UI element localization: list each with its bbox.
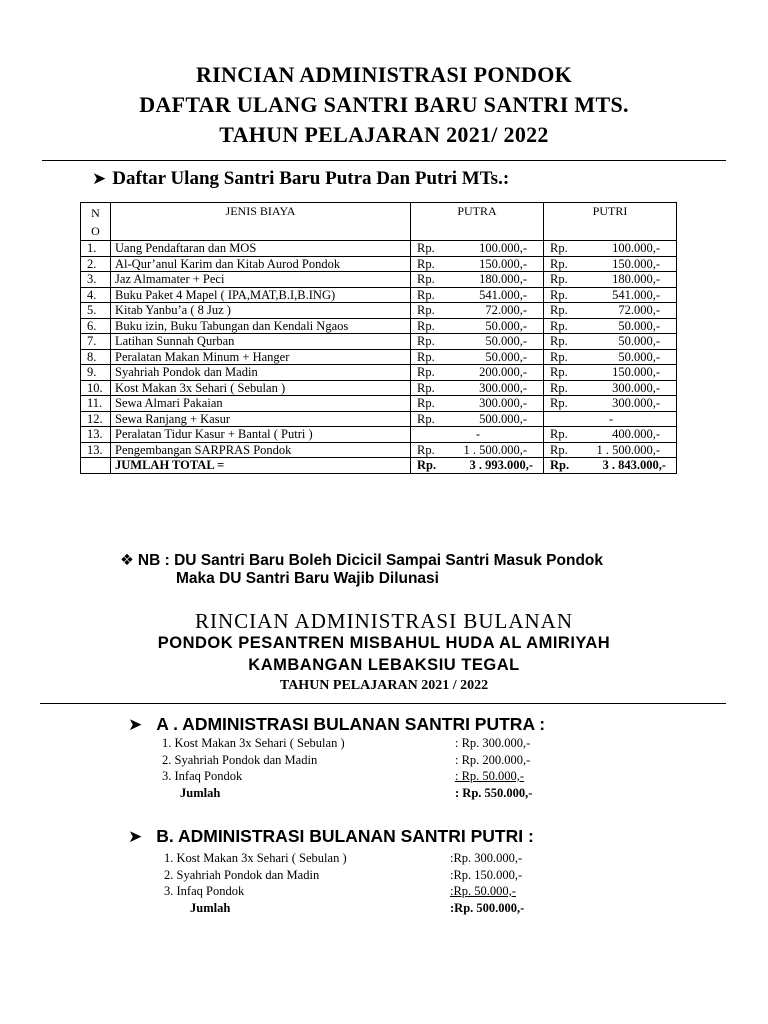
table-row <box>81 365 677 381</box>
fee-table <box>80 202 677 474</box>
currency-label: Rp. <box>550 303 568 317</box>
divider-top <box>42 160 726 161</box>
amount-value: 50.000,- <box>485 318 527 333</box>
diamond-bullet-icon: ❖ <box>120 551 134 569</box>
row-number: 10. <box>81 380 111 396</box>
row-jenis-biaya: Sewa Ranjang + Kasur <box>111 411 411 427</box>
putra-amount <box>411 365 544 381</box>
total-putra-amount <box>411 458 544 474</box>
currency-label: Rp. <box>550 349 568 364</box>
table-row <box>81 287 677 303</box>
sum-row: Jumlah : Rp. 550.000,- <box>180 785 533 800</box>
amount-value: 1 . 500.000,- <box>596 442 660 457</box>
amount-value: 1 . 500.000,- <box>463 442 527 457</box>
currency-label: Rp. <box>550 396 568 410</box>
pesantren-name: PONDOK PESANTREN MISBAHUL HUDA AL AMIRIYAH <box>157 634 611 652</box>
row-number: 13. <box>81 442 111 458</box>
row-jenis-biaya: Kitab Yanbu’a ( 8 Juz ) <box>111 303 411 319</box>
currency-label: Rp. <box>417 287 435 302</box>
amount-value: 50.000,- <box>618 318 660 333</box>
amount-value: 150.000,- <box>479 256 527 271</box>
putri-amount: - <box>544 411 677 427</box>
row-jenis-biaya: Uang Pendaftaran dan MOS <box>111 241 411 257</box>
table-row <box>81 334 677 350</box>
section-b-title: B. ADMINISTRASI BULANAN SANTRI PUTRI : <box>156 826 534 846</box>
putri-amount <box>544 380 677 396</box>
currency-label: Rp. <box>417 318 435 333</box>
table-row <box>81 427 677 443</box>
putra-amount <box>411 396 544 412</box>
monthly-title: RINCIAN ADMINISTRASI BULANAN <box>194 609 573 633</box>
amount-value: 72.000,- <box>485 303 527 317</box>
putri-amount <box>544 272 677 288</box>
table-row <box>81 380 677 396</box>
currency-label: Rp. <box>550 287 568 302</box>
amount-value: 300.000,- <box>479 396 527 410</box>
currency-label: Rp. <box>417 396 435 410</box>
title-line-2: DAFTAR ULANG SANTRI BARU SANTRI MTS. <box>139 92 629 117</box>
amount-value: 50.000,- <box>485 349 527 364</box>
putra-amount <box>411 241 544 257</box>
row-number: 9. <box>81 365 111 381</box>
putri-amount <box>544 442 677 458</box>
putra-amount <box>411 272 544 288</box>
row-number: 12. <box>81 411 111 427</box>
total-putri-amount <box>544 458 677 474</box>
section-b-heading <box>128 826 534 847</box>
list-item: 3. Infaq Pondok :Rp. 50.000,- <box>164 884 516 898</box>
amount-value: 3 . 843.000,- <box>602 458 666 472</box>
sum-row: Jumlah :Rp. 500.000,- <box>190 900 525 915</box>
section-b-list <box>164 850 584 916</box>
currency-label: Rp. <box>550 241 568 255</box>
header-no: N O <box>81 203 111 241</box>
putri-amount <box>544 256 677 272</box>
row-number: 11. <box>81 396 111 412</box>
row-jenis-biaya: Peralatan Makan Minum + Hanger <box>111 349 411 365</box>
row-number: 1. <box>81 241 111 257</box>
currency-label: Rp. <box>550 365 568 379</box>
amount-value: 100.000,- <box>479 241 527 255</box>
putra-amount <box>411 380 544 396</box>
amount-value: 3 . 993.000,- <box>469 458 533 472</box>
row-jenis-biaya: Sewa Almari Pakaian <box>111 396 411 412</box>
currency-label: Rp. <box>550 318 568 333</box>
title-line-3: TAHUN PELAJARAN 2021/ 2022 <box>219 122 549 147</box>
currency-label: Rp. <box>417 334 435 348</box>
currency-label: Rp. <box>417 380 435 395</box>
list-item: 2. Syahriah Pondok dan Madin : Rp. 200.000,- <box>162 752 531 767</box>
pesantren-location: KAMBANGAN LEBAKSIU TEGAL <box>248 656 520 674</box>
amount-value: 541.000,- <box>612 287 660 302</box>
header-jenis-biaya: JENIS BIAYA <box>111 203 411 241</box>
amount-value: 50.000,- <box>618 349 660 364</box>
row-jenis-biaya: Buku izin, Buku Tabungan dan Kendali Ngaos <box>111 318 411 334</box>
row-number: 7. <box>81 334 111 350</box>
putri-amount <box>544 241 677 257</box>
currency-label: Rp. <box>550 256 568 271</box>
putri-amount <box>544 396 677 412</box>
putra-amount <box>411 349 544 365</box>
putra-amount <box>411 411 544 427</box>
list-item: 1. Kost Makan 3x Sehari ( Sebulan ) :Rp. 300.000,- <box>164 851 523 865</box>
currency-label: Rp. <box>417 303 435 317</box>
row-number: 8. <box>81 349 111 365</box>
row-jenis-biaya: Buku Paket 4 Mapel ( IPA,MAT,B.I,B.ING) <box>111 287 411 303</box>
table-row <box>81 256 677 272</box>
currency-label: Rp. <box>417 241 435 255</box>
list-item: 1. Kost Makan 3x Sehari ( Sebulan ) : Rp. 300.000,- <box>162 736 531 750</box>
row-jenis-biaya: Al-Qur’anul Karim dan Kitab Aurod Pondok <box>111 256 411 272</box>
list-item: 3. Infaq Pondok : Rp. 50.000,- <box>162 769 525 783</box>
amount-value: 50.000,- <box>618 334 660 348</box>
amount-value: 100.000,- <box>612 241 660 255</box>
arrow-bullet-icon: ➤ <box>92 169 107 189</box>
putri-amount <box>544 334 677 350</box>
amount-value: 400.000,- <box>612 427 660 441</box>
amount-value: 50.000,- <box>485 334 527 348</box>
section-a-title: A . ADMINISTRASI BULANAN SANTRI PUTRA : <box>156 714 546 734</box>
row-number: 5. <box>81 303 111 319</box>
section-1-heading <box>92 168 509 190</box>
table-row <box>81 318 677 334</box>
title-line-1: RINCIAN ADMINISTRASI PONDOK <box>195 62 573 87</box>
amount-value: 150.000,- <box>612 365 660 379</box>
row-jenis-biaya: Syahriah Pondok dan Madin <box>111 365 411 381</box>
row-number: 6. <box>81 318 111 334</box>
putra-amount: - <box>411 427 544 443</box>
row-jenis-biaya: Peralatan Tidur Kasur + Bantal ( Putri ) <box>111 427 411 443</box>
row-number: 3. <box>81 272 111 288</box>
putra-amount <box>411 334 544 350</box>
arrow-bullet-icon: ➤ <box>128 827 143 847</box>
amount-value: 200.000,- <box>479 365 527 379</box>
amount-value: 500.000,- <box>479 411 527 426</box>
section-a-heading <box>128 714 545 735</box>
currency-label: Rp. <box>417 349 435 364</box>
amount-value: 150.000,- <box>612 256 660 271</box>
total-row <box>81 458 677 474</box>
arrow-bullet-icon: ➤ <box>128 715 143 735</box>
total-label: JUMLAH TOTAL = <box>111 458 411 474</box>
table-row <box>81 303 677 319</box>
note-line-2: Maka DU Santri Baru Wajib Dilunasi <box>176 570 439 587</box>
fee-table-header <box>81 203 677 241</box>
table-row <box>81 349 677 365</box>
list-item: 2. Syahriah Pondok dan Madin :Rp. 150.000,- <box>164 867 523 882</box>
putri-amount <box>544 303 677 319</box>
amount-value: 300.000,- <box>612 396 660 410</box>
currency-label: Rp. <box>417 458 437 472</box>
note-line-1: NB : DU Santri Baru Boleh Dicicil Sampai Santri Masuk Pondok <box>137 552 603 569</box>
putra-amount <box>411 303 544 319</box>
putri-amount <box>544 287 677 303</box>
header-putri: PUTRI <box>544 203 677 241</box>
section-1-title: Daftar Ulang Santri Baru Putra Dan Putri MTs.: <box>112 168 510 189</box>
putra-amount <box>411 318 544 334</box>
currency-label: Rp. <box>550 380 568 395</box>
amount-value: 180.000,- <box>479 272 527 286</box>
row-jenis-biaya: Pengembangan SARPRAS Pondok <box>111 442 411 458</box>
currency-label: Rp. <box>417 256 435 271</box>
putra-amount <box>411 287 544 303</box>
currency-label: Rp. <box>417 411 435 426</box>
putri-amount <box>544 427 677 443</box>
amount-value: 72.000,- <box>618 303 660 317</box>
putri-amount <box>544 318 677 334</box>
amount-value: 300.000,- <box>612 380 660 395</box>
row-jenis-biaya: Jaz Almamater + Peci <box>111 272 411 288</box>
currency-label: Rp. <box>550 442 568 457</box>
table-row <box>81 411 677 427</box>
table-row <box>81 241 677 257</box>
putra-amount <box>411 442 544 458</box>
divider-middle <box>40 703 726 704</box>
currency-label: Rp. <box>550 427 568 441</box>
currency-label: Rp. <box>417 272 435 286</box>
currency-label: Rp. <box>417 442 435 457</box>
total-empty-cell <box>81 458 111 474</box>
currency-label: Rp. <box>417 365 435 379</box>
amount-value: 180.000,- <box>612 272 660 286</box>
note-block <box>120 551 603 588</box>
currency-label: Rp. <box>550 458 570 472</box>
row-number: 13. <box>81 427 111 443</box>
monthly-year: TAHUN PELAJARAN 2021 / 2022 <box>279 678 489 693</box>
amount-value: 300.000,- <box>479 380 527 395</box>
header-putra: PUTRA <box>411 203 544 241</box>
table-row <box>81 396 677 412</box>
section-a-list <box>162 735 582 801</box>
main-title-block <box>0 60 768 150</box>
currency-label: Rp. <box>550 272 568 286</box>
amount-value: 541.000,- <box>479 287 527 302</box>
row-number: 2. <box>81 256 111 272</box>
table-row <box>81 272 677 288</box>
row-number: 4. <box>81 287 111 303</box>
putra-amount <box>411 256 544 272</box>
row-jenis-biaya: Kost Makan 3x Sehari ( Sebulan ) <box>111 380 411 396</box>
row-jenis-biaya: Latihan Sunnah Qurban <box>111 334 411 350</box>
putri-amount <box>544 365 677 381</box>
currency-label: Rp. <box>550 334 568 348</box>
putri-amount <box>544 349 677 365</box>
table-row <box>81 442 677 458</box>
